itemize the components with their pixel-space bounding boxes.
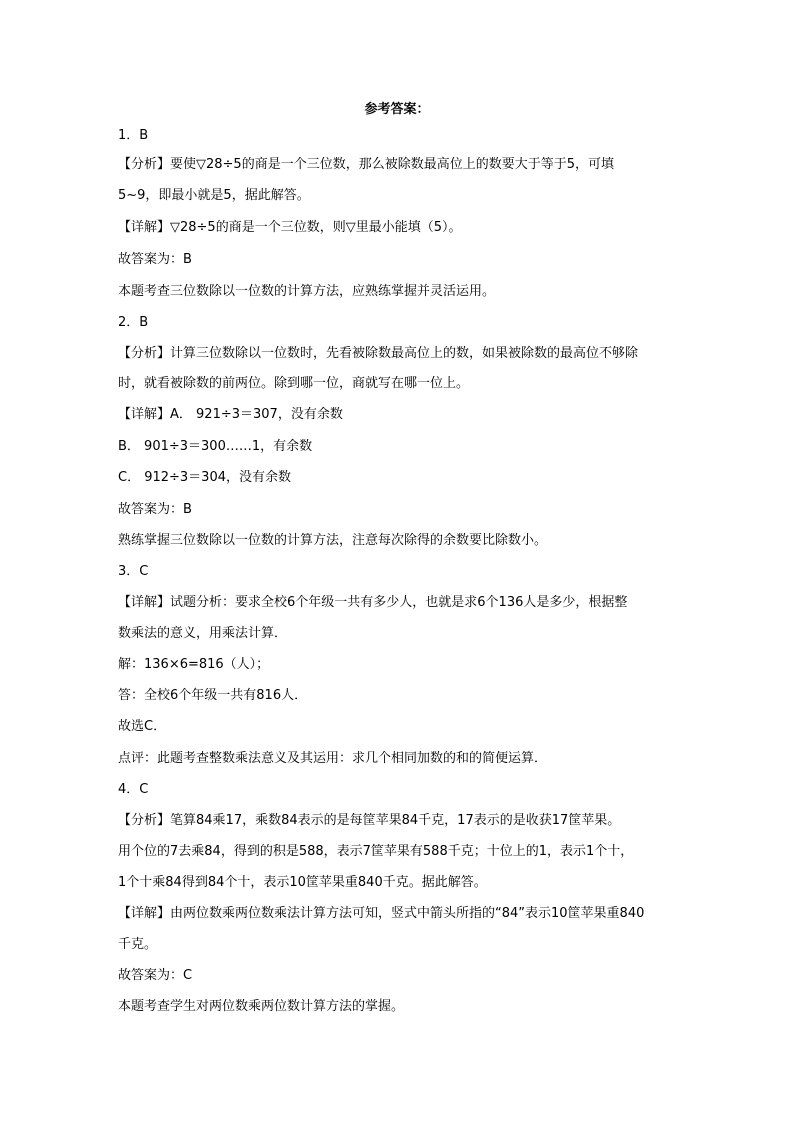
answer-1-detail: 【详解】▽28÷5的商是一个三位数，则▽里最小能填（5）。 bbox=[118, 220, 462, 235]
answer-3-solution: 解：136×6=816（人）； bbox=[118, 657, 270, 672]
answer-2-detail-a: 【详解】A． 921÷3＝307，没有余数 bbox=[118, 407, 343, 422]
answer-4-label: 4．C bbox=[118, 782, 149, 797]
answer-2-result: 故答案为：B bbox=[118, 502, 192, 517]
answer-4-analysis-2: 用个位的7去乘84，得到的积是588，表示7筐苹果有588千克；十位上的1，表示1个十， bbox=[118, 844, 634, 859]
answer-4-detail-1: 【详解】由两位数乘两位数乘法计算方法可知，竖式中箭头所指的“84”表示10筐苹果重840 bbox=[118, 906, 645, 921]
answer-4-note: 本题考查学生对两位数乘两位数计算方法的掌握。 bbox=[118, 999, 405, 1014]
answer-3-result: 故选C． bbox=[118, 719, 167, 734]
answer-3-answer: 答：全校6个年级一共有816人． bbox=[118, 688, 308, 703]
answer-4-analysis-3: 1个十乘84得到84个十，表示10筐苹果重840千克。据此解答。 bbox=[118, 875, 487, 890]
answer-3-detail-2: 数乘法的意义，用乘法计算． bbox=[118, 626, 288, 641]
answer-2-label: 2．B bbox=[118, 315, 149, 330]
answer-3-detail-1: 【详解】试题分析：要求全校6个年级一共有多少人，也就是求6个136人是多少，根据整 bbox=[118, 595, 628, 610]
answer-2-analysis-1: 【分析】计算三位数除以一位数时，先看被除数最高位上的数，如果被除数的最高位不够除 bbox=[118, 346, 639, 361]
answer-2-analysis-2: 时，就看被除数的前两位。除到哪一位，商就写在哪一位上。 bbox=[118, 376, 470, 391]
answer-2-detail-b: B． 901÷3＝300……1，有余数 bbox=[118, 439, 313, 454]
answer-1-analysis-2: 5~9，即最小就是5，据此解答。 bbox=[118, 188, 310, 203]
answer-4-detail-2: 千克。 bbox=[118, 937, 158, 952]
answer-2-note: 熟练掌握三位数除以一位数的计算方法，注意每次除得的余数要比除数小。 bbox=[118, 533, 548, 548]
answer-1-result: 故答案为：B bbox=[118, 252, 192, 267]
page-title: 参考答案： bbox=[364, 102, 430, 117]
answer-4-result: 故答案为：C bbox=[118, 968, 193, 983]
answer-1-note: 本题考查三位数除以一位数的计算方法，应熟练掌握并灵活运用。 bbox=[118, 284, 496, 299]
answer-2-detail-c: C． 912÷3＝304，没有余数 bbox=[118, 470, 291, 485]
answer-3-comment: 点评：此题考查整数乘法意义及其运用：求几个相同加数的和的简便运算． bbox=[118, 751, 548, 766]
answer-4-analysis-1: 【分析】笔算84乘17，乘数84表示的是每筐苹果84千克，17表示的是收获17筐苹果。 bbox=[118, 813, 621, 828]
answer-1-analysis-1: 【分析】要使▽28÷5的商是一个三位数，那么被除数最高位上的数要大于等于5，可填 bbox=[118, 157, 614, 172]
answer-3-label: 3．C bbox=[118, 564, 149, 579]
answer-1-label: 1．B bbox=[118, 128, 149, 143]
